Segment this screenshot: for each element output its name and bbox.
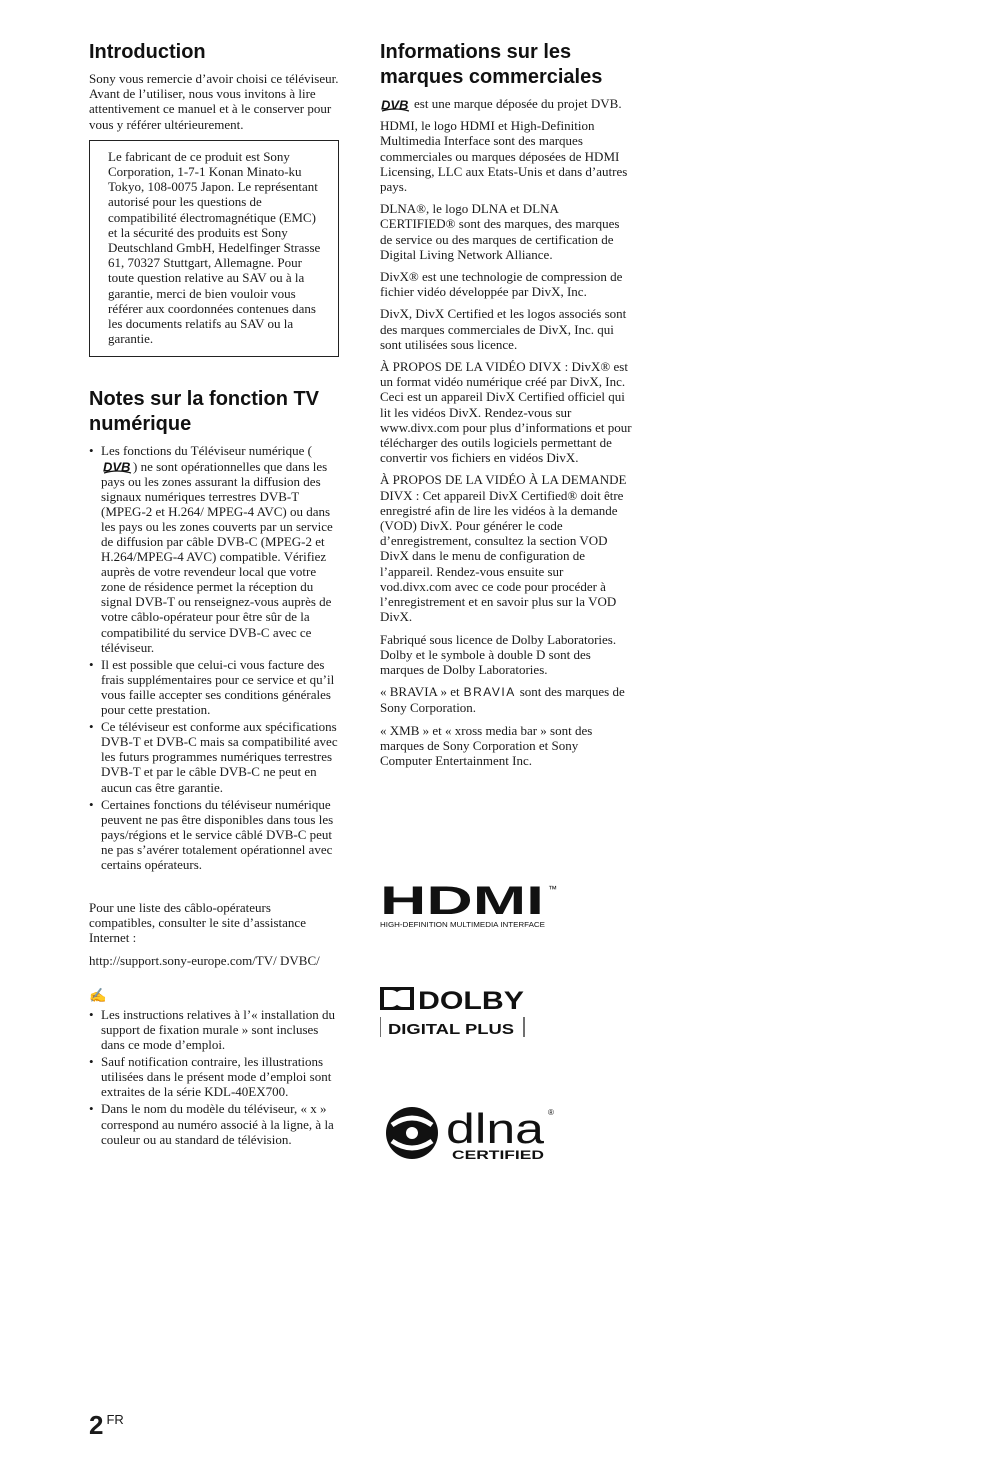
intro-title: Introduction [89, 41, 206, 63]
notes-item-4: • Certaines fonctions du téléviseur numérique peuvent ne pas être disponibles dans tous les pays/régions et le service câblé DVB-C peut ne pas s’avérer totalement opérationnel avec certains opérateurs. [89, 797, 339, 872]
page-number [89, 1410, 124, 1441]
intro-text: Sony vous remercie d’avoir choisi ce téléviseur. Avant de l’utiliser, nous vous invitons à lire attentivement ce manuel et à le conserver pour vous y référer ultérieurement. [89, 71, 339, 132]
svg-text:HDMI: HDMI [380, 883, 544, 923]
notes-item-1-text-b: ) ne sont opérationnelles que dans les pays ou les zones assurant la diffusion des signaux numériques terrestres DVB-T (MPEG-2 et H.264/ MPEG-4 AVC) ou dans les pays ou les zones couverts par un service de diffusion par câble DVB-C (MPEG-2 et H.264/MPEG-4 AVC) compatible. Vérifiez auprès de votre revendeur local que votre zone de résidence permet la réception du signal DVB-T ou renseignez-vous auprès de votre câblo-opérateur pour être sûr de la compatibilité du service DVB-C avec ce téléviseur. [101, 458, 333, 655]
left-column [89, 40, 339, 1153]
hdmi-logo [380, 883, 560, 931]
svg-text:dlna: dlna [446, 1105, 545, 1152]
right-column [380, 40, 632, 775]
notes-item-1-text-a: Les fonctions du Téléviseur numérique ( [101, 443, 312, 459]
note-item-1: • Les instructions relatives à l’« installation du support de fixation murale » sont incluses dans ce mode d’emploi. [89, 1007, 339, 1052]
svg-text:DOLBY: DOLBY [418, 987, 525, 1015]
note-pencil-icon: ✍ [89, 988, 107, 1004]
notes-item-1 [89, 443, 339, 654]
trademarks-title: Informations sur les marques commerciales [380, 41, 603, 88]
dlna-trademark-text: DLNA®, le logo DLNA et DLNA CERTIFIED® sont des marques, des marques de service ou des marques de certification de Digital Living Network Alliance. [380, 201, 620, 262]
manufacturer-box [89, 140, 339, 358]
notes-title: Notes sur la fonction TV numérique [89, 388, 320, 436]
xmb-trademark-text: « XMB » et « xross media bar » sont des marques de Sony Corporation et Sony Computer Entertainment Inc. [380, 722, 593, 768]
dvb-trademark-text [380, 96, 632, 111]
page-number-value: 2 [89, 1410, 104, 1440]
divx-text-3: À PROPOS DE LA VIDÉO DIVX : DivX® est un format vidéo numérique créé par DivX, Inc. Ceci est un appareil DivX Certified officiel qui lit les vidéos DivX. Rendez-vous sur www.divx.com pour plus d’informations et pour télécharger des outils logiciels permettant de convertir vos fichiers en vidéos DivX. [380, 359, 632, 466]
svg-text:DVB: DVB [381, 97, 409, 112]
bravia-trademark-text [380, 684, 632, 715]
notes-item-2: • Il est possible que celui-ci vous facture des frais supplémentaires pour ce service et qu’il vous faille accepter ses conditions générales pour cette prestation. [89, 657, 339, 717]
dvb-logo-icon [380, 97, 410, 112]
dolby-logo [380, 985, 530, 1040]
svg-text:DIGITAL PLUS: DIGITAL PLUS [388, 1021, 514, 1038]
hdmi-trademark-text: HDMI, le logo HDMI et High-Definition Multimedia Interface sont des marques commerciales ou marques déposées de HDMI Licensing, LLC aux Etats-Unis et dans d’autres pays. [380, 118, 628, 195]
cable-operators-text: Pour une liste des câblo-opérateurs compatibles, consulter le site d’assistance Internet : [89, 900, 306, 946]
notes-item-3: • Ce téléviseur est conforme aux spécifications DVB-T et DVB-C mais sa compatibilité avec les futurs programmes numériques terrestres DVB-T et par le câble DVB-C ne peut en aucun cas être garantie. [89, 719, 339, 794]
svg-text:DVB: DVB [103, 459, 131, 474]
note-list [89, 1007, 339, 1147]
divx-text-4: À PROPOS DE LA VIDÉO À LA DEMANDE DIVX : Cet appareil DivX Certified® doit être enregistré afin de lire les vidéos à la demande (VOD) DivX. Pour générer le code d’enregistrement, consultez la section VOD DivX dans le menu de configuration de l’appareil. Rendez-vous ensuite sur vod.divx.com avec ce code pour procéder à l’enregistrement et en savoir plus sur la VOD DivX. [380, 472, 627, 625]
divx-text-2: DivX, DivX Certified et les logos associés sont des marques commerciales de DivX, Inc. qui sont utilisées sous licence. [380, 306, 627, 352]
svg-text:CERTIFIED: CERTIFIED [452, 1148, 545, 1162]
dvb-trademark-label: est une marque déposée du projet DVB. [414, 96, 622, 111]
dlna-logo [380, 1103, 560, 1165]
dolby-trademark-text: Fabriqué sous licence de Dolby Laboratories. Dolby et le symbole à double D sont des marques de Dolby Laboratories. [380, 631, 617, 677]
note-item-3: • Dans le nom du modèle du téléviseur, « x » correspond au numéro associé à la ligne, à la couleur ou au standard de télévision. [89, 1101, 339, 1146]
notes-list [89, 443, 339, 872]
manufacturer-text: Le fabricant de ce produit est Sony Corporation, 1-7-1 Konan Minato-ku Tokyo, 108-0075 Japon. Le représentant autorisé pour les questions de compatibilité électromagnétique (EMC) et la sécurité des produits est Sony Deutschland GmbH, Hedelfinger Strasse 61, 70327 Stuttgart, Allemagne. Pour toute question relative au SAV ou à la garantie, merci de bien vouloir vous référer aux coordonnées contenues dans les documents relatifs au SAV ou la garantie. [108, 148, 321, 347]
support-url: http://support.sony-europe.com/TV/ DVBC/ [89, 952, 320, 968]
bravia-text-b: sont des marques de Sony Corporation. [380, 684, 625, 716]
svg-text:®: ® [548, 1108, 554, 1117]
dvb-logo-icon [102, 459, 132, 474]
page-language: FR [106, 1412, 124, 1427]
bravia-text-a: « BRAVIA » et [380, 684, 460, 700]
svg-text:™: ™ [548, 884, 557, 894]
bravia-logo: BRAVIA [463, 685, 516, 700]
svg-text:HIGH-DEFINITION MULTIMEDIA INT: HIGH-DEFINITION MULTIMEDIA INTERFACE [380, 922, 546, 929]
note-item-2: • Sauf notification contraire, les illustrations utilisées dans le présent mode d’emploi sont extraites de la série KDL-40EX700. [89, 1054, 339, 1099]
divx-text-1: DivX® est une technologie de compression de fichier vidéo développée par DivX, Inc. [380, 269, 623, 300]
